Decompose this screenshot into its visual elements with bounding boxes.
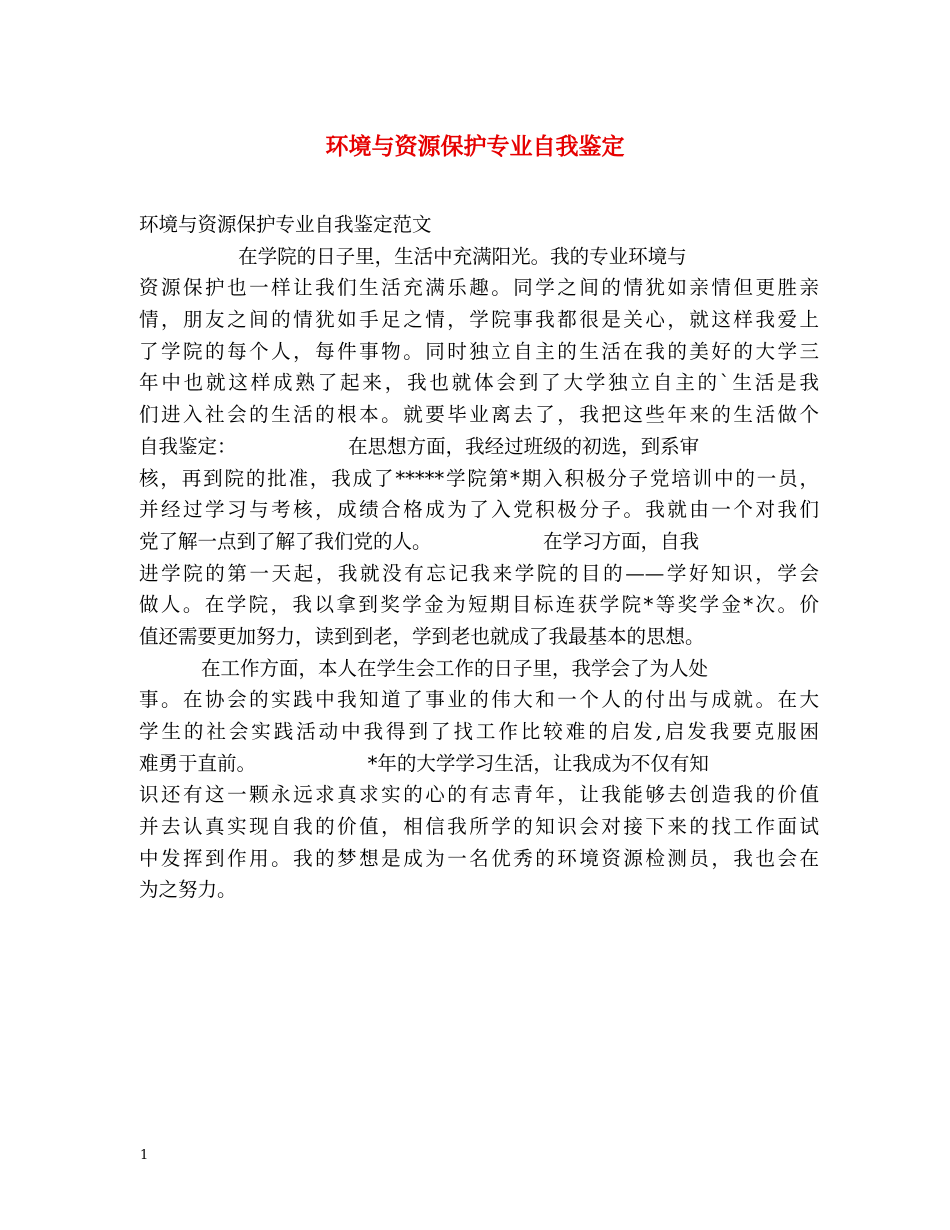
document-body bbox=[139, 209, 819, 906]
body-line: 为之努力。 bbox=[139, 878, 237, 902]
body-line: 情，朋友之间的情犹如手足之情，学院事我都很是关心，就这样我爱上 bbox=[139, 308, 819, 332]
document-title: 环境与资源保护专业自我鉴定 bbox=[325, 133, 625, 160]
body-line: 们进入社会的生活的根本。就要毕业离去了，我把这些年来的生活做个 bbox=[139, 403, 819, 427]
body-line: 核，再到院的批准，我成了*****学院第*期入积极分子党培训中的一员， bbox=[139, 466, 819, 490]
body-line: 难勇于直前。 *年的大学学习生活，让我成为不仅有知 bbox=[139, 751, 709, 775]
body-line: 资源保护也一样让我们生活充满乐趣。同学之间的情犹如亲情但更胜亲 bbox=[139, 276, 819, 300]
body-line: 在工作方面，本人在学生会工作的日子里，我学会了为人处 bbox=[139, 656, 708, 680]
body-line: 进学院的第一天起，我就没有忘记我来学院的目的——学好知识，学会 bbox=[139, 561, 819, 585]
body-line: 年中也就这样成熟了起来，我也就体会到了大学独立自主的`生活是我 bbox=[139, 371, 819, 395]
body-line: 事。在协会的实践中我知道了事业的伟大和一个人的付出与成就。在大 bbox=[139, 688, 819, 712]
body-line: 并经过学习与考核，成绩合格成为了入党积极分子。我就由一个对我们 bbox=[139, 498, 819, 522]
body-line: 了学院的每个人，每件事物。同时独立自主的生活在我的美好的大学三 bbox=[139, 339, 819, 363]
body-line: 识还有这一颗永远求真求实的心的有志青年，让我能够去创造我的价值 bbox=[139, 783, 819, 807]
body-line: 党了解一点到了解了我们党的人。 在学习方面，自我 bbox=[139, 529, 700, 553]
body-line: 做人。在学院，我以拿到奖学金为短期目标连获学院*等奖学金*次。价 bbox=[139, 593, 819, 617]
body-line: 并去认真实现自我的价值，相信我所学的知识会对接下来的找工作面试 bbox=[139, 815, 819, 839]
body-line: 值还需要更加努力，读到到老，学到老也就成了我最基本的思想。 bbox=[139, 624, 705, 648]
body-line: 环境与资源保护专业自我鉴定范文 bbox=[139, 213, 432, 236]
page-number: 1 bbox=[140, 1148, 149, 1163]
body-line: 中发挥到作用。我的梦想是成为一名优秀的环境资源检测员，我也会在 bbox=[139, 846, 819, 870]
body-line: 学生的社会实践活动中我得到了找工作比较难的启发,启发我要克服困 bbox=[139, 720, 819, 743]
body-line: 在学院的日子里，生活中充满阳光。我的专业环境与 bbox=[139, 244, 687, 268]
body-line: 自我鉴定： 在思想方面，我经过班级的初选，到系审 bbox=[139, 434, 700, 458]
